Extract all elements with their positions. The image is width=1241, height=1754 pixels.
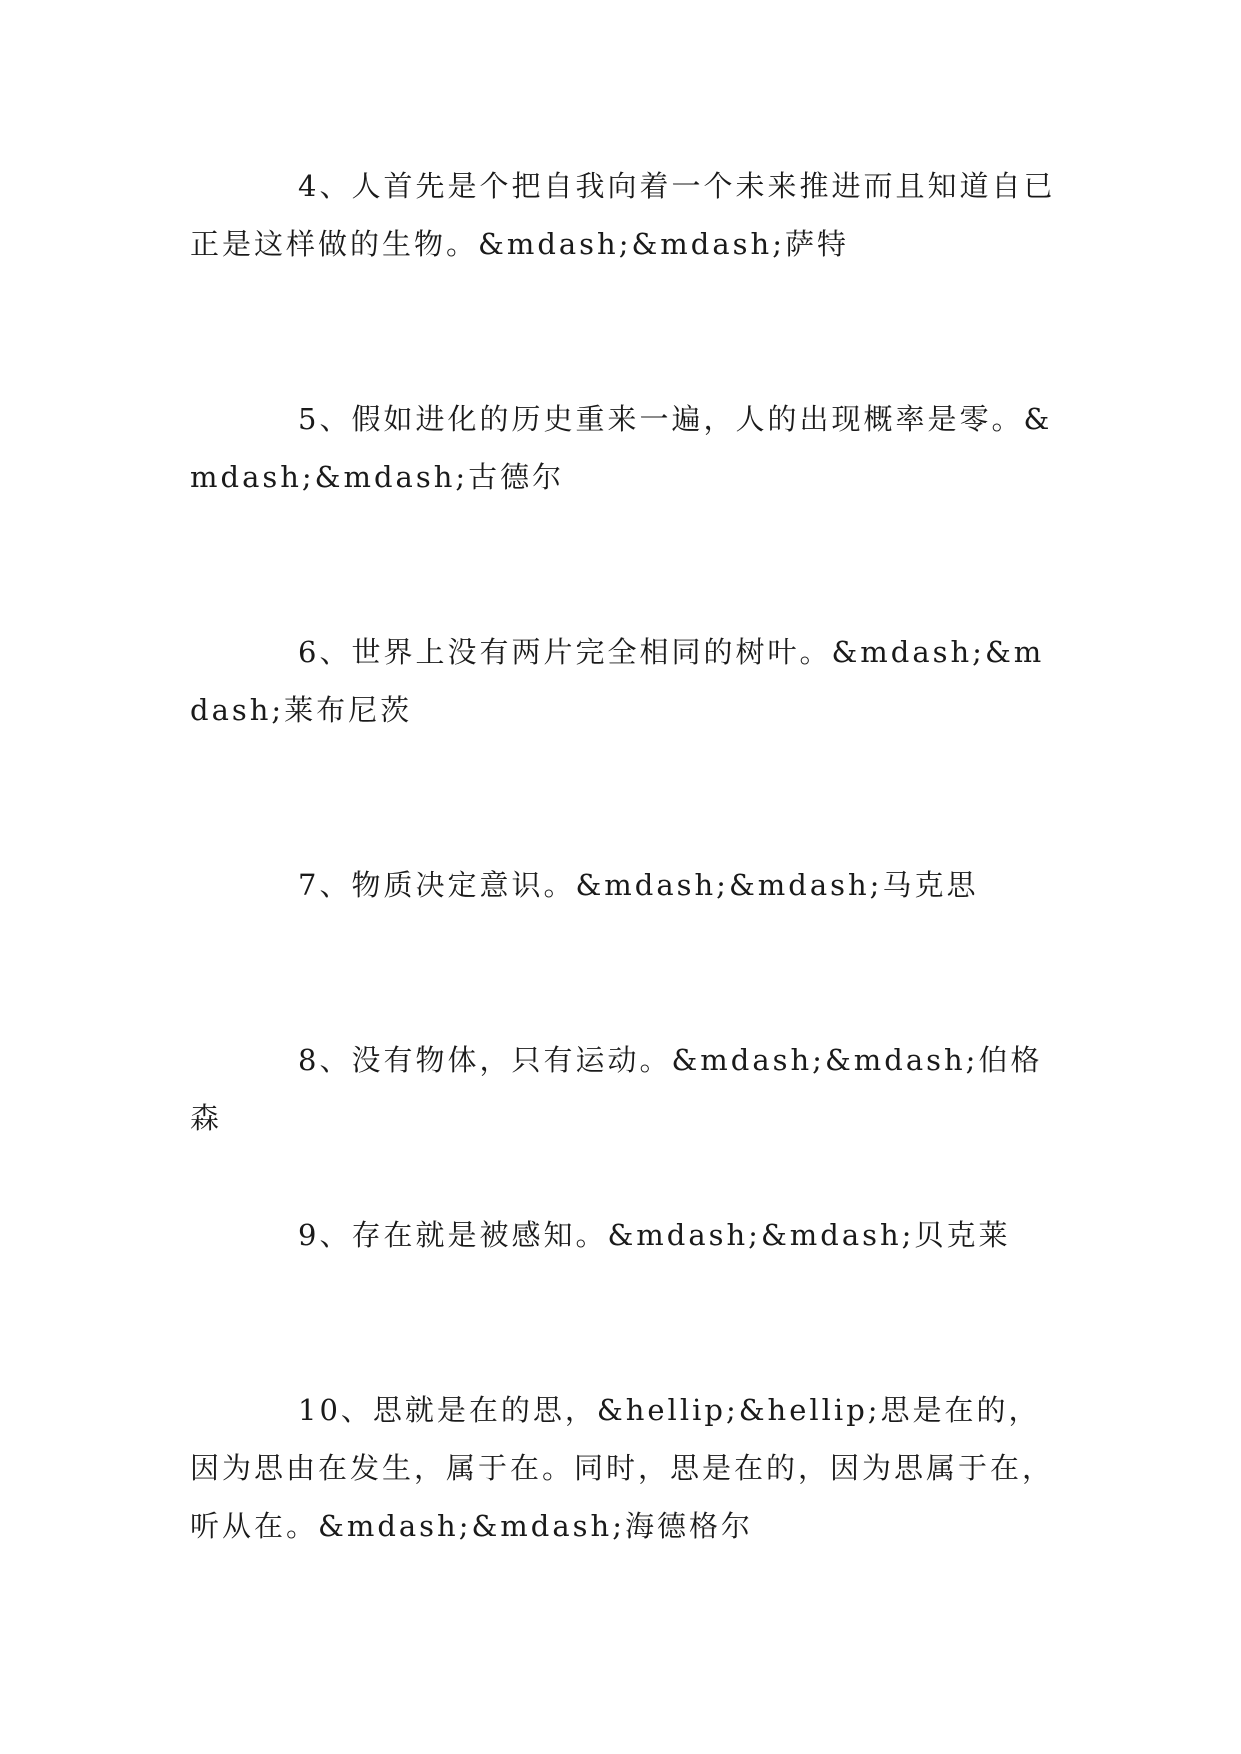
quote-7-paragraph: 7、物质决定意识。&mdash;&mdash;马克思 — [298, 868, 979, 902]
quote-9-paragraph: 9、存在就是被感知。&mdash;&mdash;贝克莱 — [298, 1218, 1011, 1252]
quote-8-paragraph: 8、没有物体，只有运动。&mdash;&mdash;伯格森 — [190, 1043, 1043, 1135]
quote-4-paragraph: 4、人首先是个把自我向着一个未来推进而且知道自已正是这样做的生物。&mdash;&mdash;萨特 — [190, 169, 1056, 261]
quote-5-paragraph: 5、假如进化的历史重来一遍，人的出现概率是零。&mdash;&mdash;古德尔 — [190, 402, 1053, 494]
quote-10-paragraph: 10、思就是在的思，&hellip;&hellip;思是在的，因为思由在发生，属于在。同时，思是在的，因为思属于在，听从在。&mdash;&mdash;海德格尔 — [190, 1393, 1055, 1543]
quote-6-paragraph: 6、世界上没有两片完全相同的树叶。&mdash;&mdash;莱布尼茨 — [190, 635, 1045, 727]
